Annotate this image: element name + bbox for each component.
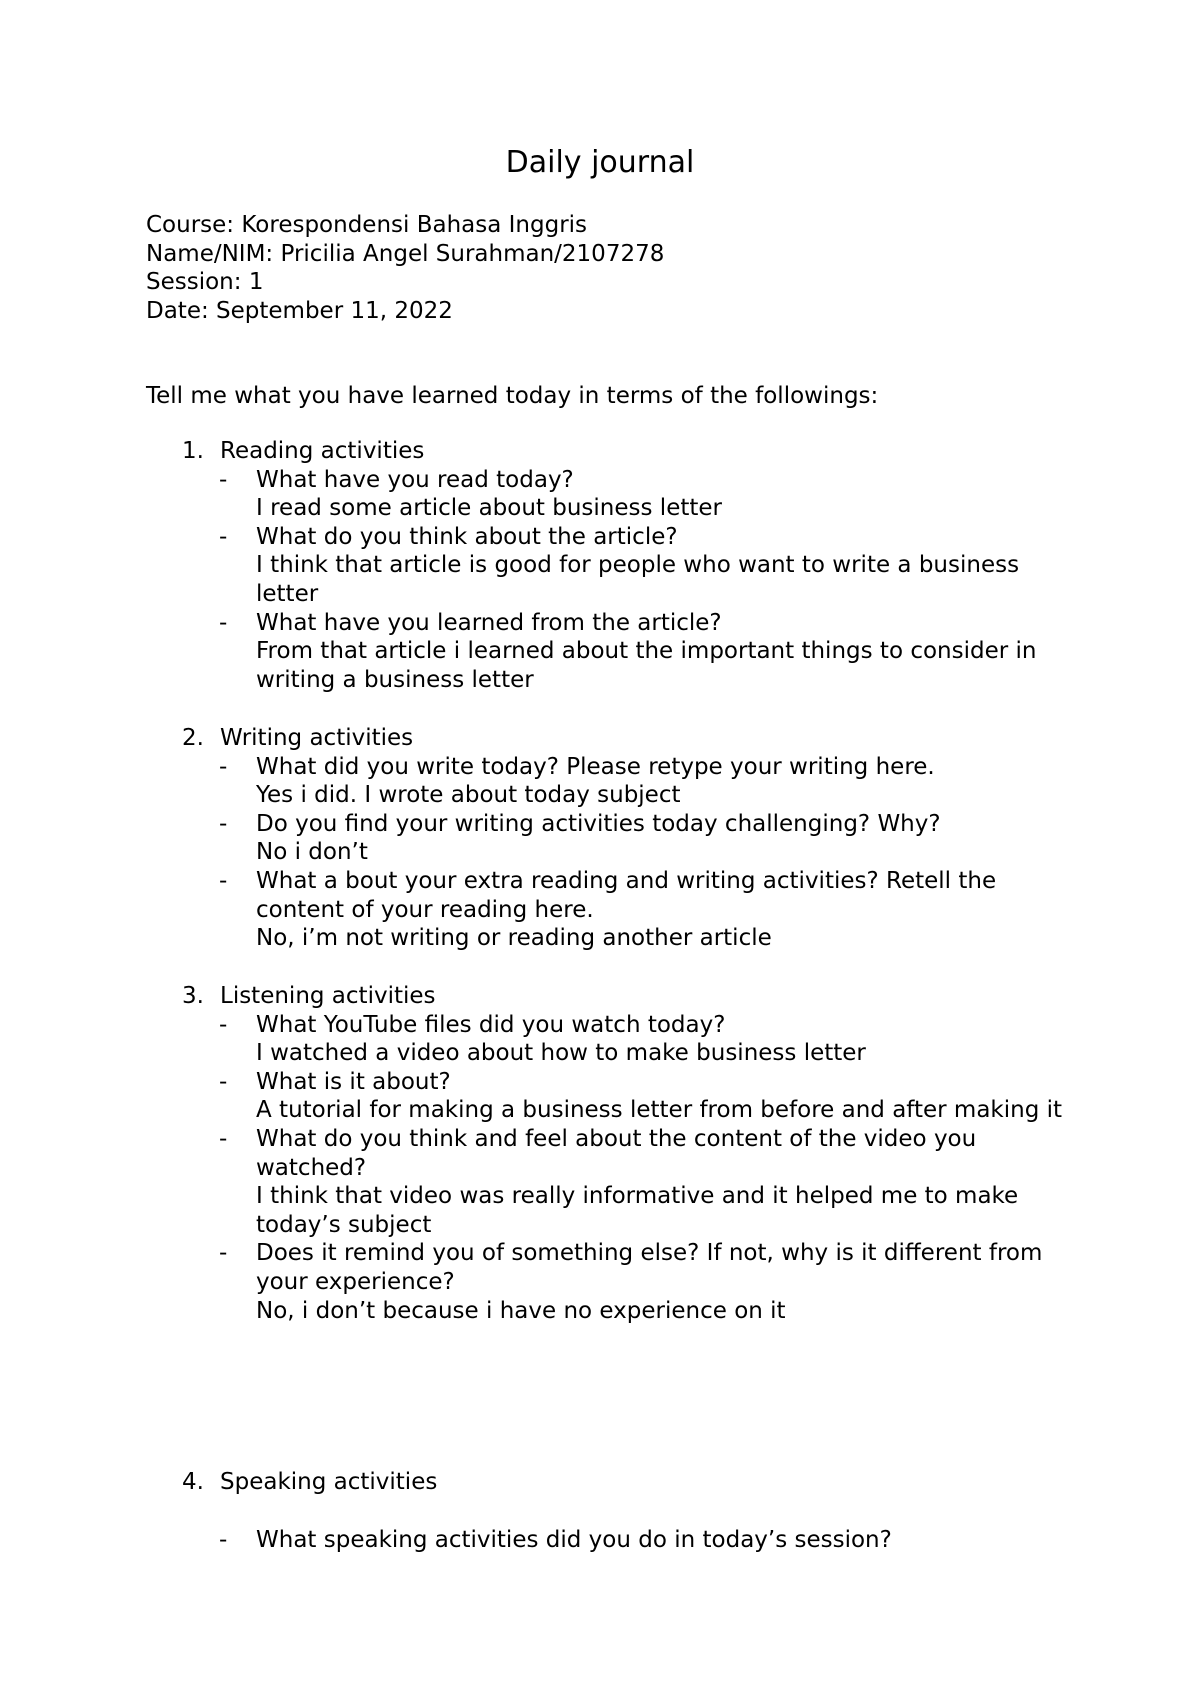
- bullet-dash: -: [219, 466, 228, 493]
- list-item: [146, 1011, 1066, 1068]
- blank-line: [146, 1497, 1066, 1526]
- list-item: [146, 867, 1066, 953]
- bullet-dash: -: [219, 523, 228, 550]
- list-item: [146, 523, 1066, 609]
- question: What speaking activities did you do in today’s session?: [256, 1526, 892, 1553]
- section-listening: [146, 982, 1066, 1325]
- answer: No, i don’t because i have no experience on it: [256, 1297, 786, 1324]
- section-speaking: [146, 1468, 1066, 1554]
- question: Does it remind you of something else? If not, why is it different from your experience?: [256, 1240, 1043, 1295]
- session-line: Session: 1: [146, 269, 264, 296]
- answer: I think that article is good for people who want to write a business letter: [256, 552, 1020, 607]
- bullet-dash: -: [219, 1011, 228, 1038]
- list-item: [146, 1239, 1066, 1325]
- page-title: Daily journal: [505, 145, 695, 180]
- answer: From that article i learned about the important things to consider in writing a business letter: [256, 638, 1037, 693]
- question: What is it about?: [256, 1068, 451, 1095]
- date-line: Date: September 11, 2022: [146, 297, 453, 324]
- section-heading: [146, 437, 1066, 466]
- list-item: [146, 1068, 1066, 1125]
- question: What did you write today? Please retype your writing here.: [256, 753, 935, 780]
- section-title: Reading activities: [220, 438, 425, 464]
- section-heading: [146, 1468, 1066, 1497]
- question: What have you read today?: [256, 466, 574, 493]
- section-reading: [146, 437, 1066, 694]
- question: What do you think about the article?: [256, 523, 678, 550]
- list-item: [146, 1125, 1066, 1239]
- intro-prompt: Tell me what you have learned today in terms of the followings:: [146, 383, 879, 409]
- answer: I watched a video about how to make business letter: [256, 1040, 866, 1067]
- section-title: Listening activities: [220, 983, 436, 1009]
- section-heading: [146, 982, 1066, 1011]
- list-item: [146, 609, 1066, 695]
- answer: I think that video was really informative and it helped me to make today’s subject: [256, 1183, 1019, 1238]
- list-item: [146, 466, 1066, 523]
- bullet-dash: -: [219, 1240, 228, 1267]
- section-number: 4.: [182, 1469, 204, 1495]
- bullet-dash: -: [219, 1068, 228, 1095]
- bullet-dash: -: [219, 1526, 228, 1553]
- section-heading: [146, 724, 1066, 753]
- section-title: Speaking activities: [220, 1469, 438, 1495]
- bullet-dash: -: [219, 867, 228, 894]
- section-writing: [146, 724, 1066, 953]
- question: What have you learned from the article?: [256, 609, 722, 636]
- question: What do you think and feel about the content of the video you watched?: [256, 1125, 977, 1181]
- answer: Yes i did. I wrote about today subject: [256, 782, 681, 809]
- answer: A tutorial for making a business letter from before and after making it: [256, 1097, 1063, 1124]
- answer: No, i’m not writing or reading another article: [256, 925, 772, 952]
- list-item: [146, 1526, 1066, 1555]
- section-title: Writing activities: [220, 725, 414, 751]
- question: Do you find your writing activities today challenging? Why?: [256, 810, 941, 837]
- question: What YouTube files did you watch today?: [256, 1011, 726, 1038]
- answer: I read some article about business letter: [256, 495, 722, 522]
- answer: No i don’t: [256, 839, 368, 866]
- name-line: Name/NIM: Pricilia Angel Surahman/2107278: [146, 240, 665, 267]
- bullet-dash: -: [219, 609, 228, 636]
- bullet-dash: -: [219, 1125, 228, 1152]
- section-number: 1.: [182, 438, 204, 464]
- list-item: [146, 810, 1066, 867]
- list-item: [146, 753, 1066, 810]
- course-line: Course: Korespondensi Bahasa Inggris: [146, 212, 588, 238]
- bullet-dash: -: [219, 810, 228, 837]
- question: What a bout your extra reading and writing activities? Retell the content of your reading here.: [256, 867, 997, 923]
- section-number: 2.: [182, 725, 204, 751]
- bullet-dash: -: [219, 753, 228, 780]
- section-number: 3.: [182, 983, 204, 1009]
- journal-meta: [146, 211, 664, 325]
